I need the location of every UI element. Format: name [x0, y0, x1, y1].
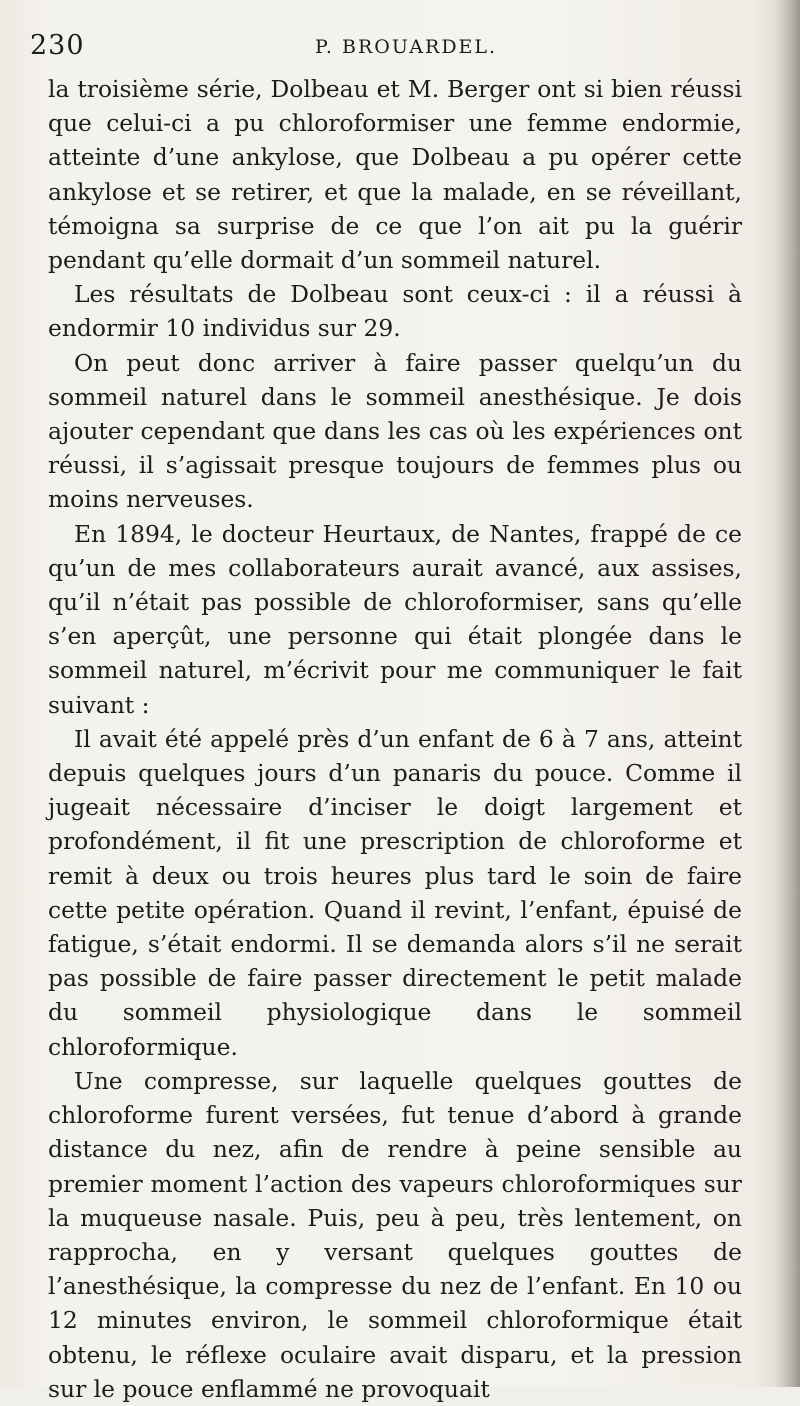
- paragraph-results: Les résultats de Dolbeau sont ceux-ci : il a réussi à endormir 10 individus sur 29.: [48, 280, 742, 343]
- paragraph-continuation: la troisième série, Dolbeau et M. Berger ont si bien réussi que celui-ci a pu chloroformiser une femme endormie, atteinte d’une ankylose, que Dolbeau a pu opérer cette ankylose et se retirer, et que la malade, en se réveillant, témoigna sa surprise de ce que l’on ait pu la guérir pendant qu’elle dormait d’un sommeil naturel.: [48, 75, 742, 275]
- paragraph-conclusion: On peut donc arriver à faire passer quelqu’un du sommeil naturel dans le sommeil anesthésique. Je dois ajouter cependant que dans les cas où les expériences ont réussi, il s’agissait presque toujours de femmes plus ou moins nerveuses.: [48, 348, 742, 514]
- page-number: 230: [30, 30, 85, 61]
- paragraph-case: Il avait été appelé près d’un enfant de 6 à 7 ans, atteint depuis quelques jours d’un panaris du pouce. Comme il jugeait nécessaire d’inciser le doigt largement et profondément, il fit une prescription de chloroforme et remit à deux ou trois heures plus tard le soin de faire cette petite opération. Quand il revint, l’enfant, épuisé de fatigue, s’était endormi. Il se demanda alors s’il ne serait pas possible de faire passer directement le petit malade du sommeil physiologique dans le sommeil chloroformique.: [48, 724, 742, 1061]
- page-edge-shadow: [774, 0, 800, 1387]
- page-header: [30, 30, 750, 70]
- paragraph-heurtaux: En 1894, le docteur Heurtaux, de Nantes, frappé de ce qu’un de mes collaborateurs aurait avancé, aux assises, qu’il n’était pas possible de chloroformiser, sans qu’elle s’en aperçût, une personne qui était plongée dans le sommeil naturel, m’écrivit pour me communiquer le fait suivant :: [48, 519, 742, 719]
- running-head: P. BROUARDEL.: [315, 36, 498, 58]
- body-text: [48, 72, 742, 1406]
- paragraph-procedure: Une compresse, sur laquelle quelques gouttes de chloroforme furent versées, fut tenue d’abord à grande distance du nez, afin de rendre à peine sensible au premier moment l’action des vapeurs chloroformiques sur la muqueuse nasale. Puis, peu à peu, très lentement, on rapprocha, en y versant quelques gouttes de l’anesthésique, la compresse du nez de l’enfant. En 10 ou 12 minutes environ, le sommeil chloroformique était obtenu, le réflexe oculaire avait disparu, et la pression sur le pouce enflammé ne provoquait: [48, 1066, 742, 1403]
